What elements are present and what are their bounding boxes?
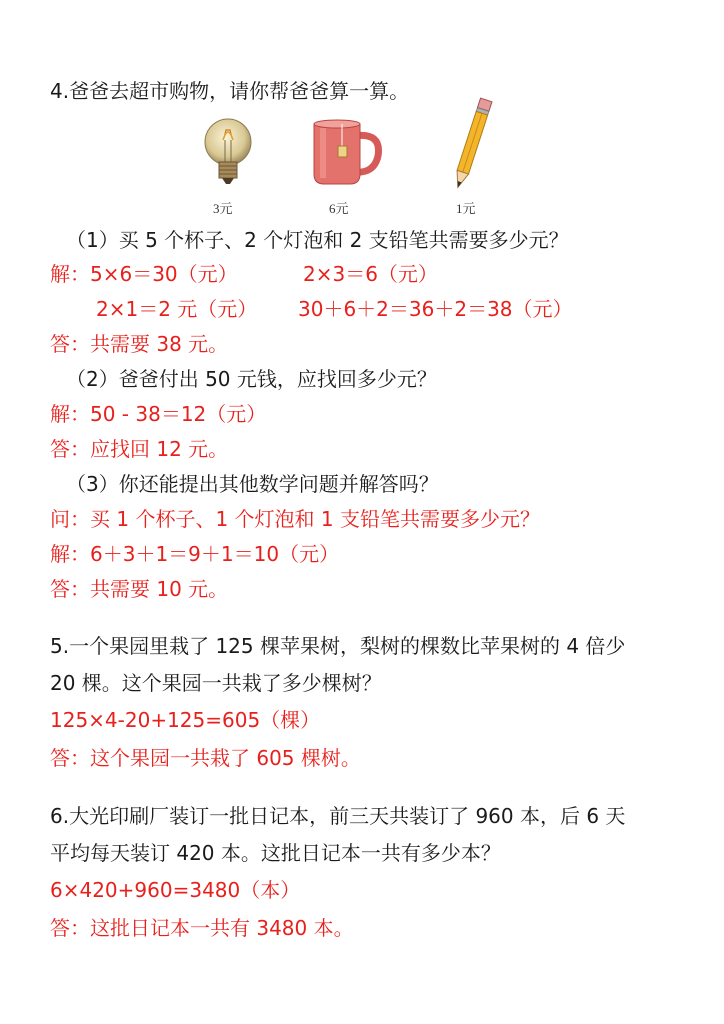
- p2-solution: 解：50 - 38＝12（元）: [50, 402, 267, 426]
- q6-answer: 答：这批日记本一共有 3480 本。: [50, 916, 354, 940]
- p1-solution-c: 2×1＝2 元（元）: [96, 297, 258, 321]
- p3-solution: 解：6＋3＋1＝9＋1＝10（元）: [50, 542, 340, 566]
- q5-answer: 答：这个果园一共栽了 605 棵树。: [50, 746, 361, 770]
- lightbulb-price: 3元: [213, 201, 233, 216]
- pencil-price: 1元: [456, 201, 476, 216]
- p1-solution-d: 30＋6＋2＝36＋2＝38（元）: [298, 297, 573, 321]
- p3-answer: 答：共需要 10 元。: [50, 577, 229, 601]
- mug-price: 6元: [329, 201, 349, 216]
- q5-solution: 125×4-20+125=605（棵）: [50, 708, 321, 732]
- lightbulb-item: [200, 116, 256, 198]
- p1-answer: 答：共需要 38 元。: [50, 332, 229, 356]
- p1-solution-b: 2×3＝6（元）: [303, 262, 438, 286]
- p1-solution-a: 解：5×6＝30（元）: [50, 262, 238, 286]
- q6-solution: 6×420+960=3480（本）: [50, 878, 301, 902]
- q6-line2: 平均每天装订 420 本。这批日记本一共有多少本？: [50, 841, 501, 865]
- pencil-item: [448, 96, 498, 196]
- q5-line2: 20 棵。这个果园一共栽了多少棵树？: [50, 671, 382, 695]
- p2-answer: 答：应找回 12 元。: [50, 437, 229, 461]
- mug-icon: [310, 118, 384, 188]
- q5-line1: 5.一个果园里栽了 125 棵苹果树，梨树的棵数比苹果树的 4 倍少: [50, 634, 626, 658]
- p1-question: （1）买 5 个杯子、2 个灯泡和 2 支铅笔共需要多少元？: [66, 228, 569, 252]
- q6-line1: 6.大光印刷厂装订一批日记本，前三天共装订了 960 本，后 6 天: [50, 804, 626, 828]
- pencil-icon: [448, 96, 498, 192]
- q4-title: 4.爸爸去超市购物，请你帮爸爸算一算。: [50, 79, 410, 103]
- p2-question: （2）爸爸付出 50 元钱，应找回多少元？: [66, 367, 437, 391]
- mug-item: [310, 118, 384, 192]
- lightbulb-icon: [200, 116, 256, 194]
- p3-ask: 问：买 1 个杯子、1 个灯泡和 1 支铅笔共需要多少元？: [50, 507, 540, 531]
- p3-question: （3）你还能提出其他数学问题并解答吗？: [66, 472, 439, 496]
